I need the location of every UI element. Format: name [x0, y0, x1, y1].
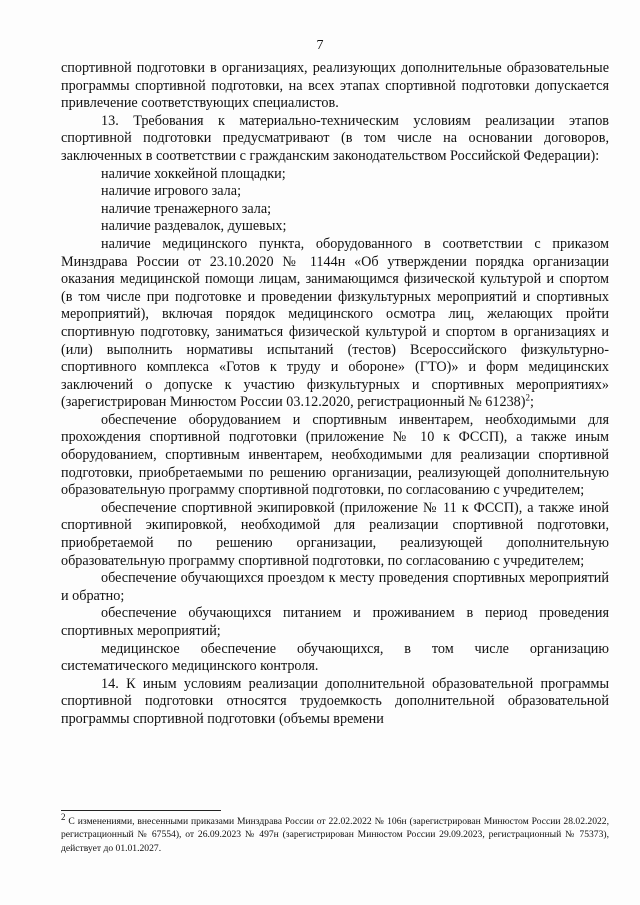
footnote-separator	[61, 810, 221, 811]
list-item: наличие хоккейной площадки;	[101, 165, 286, 182]
paragraph: 14. К иным условиям реализации дополнительной образовательной программы спортивной подготовки относятся трудоемкость дополнительной образовательной программы спортивной подготовки (объемы времени	[61, 675, 609, 727]
footnote-text: С изменениями, внесенными приказами Минздрава России от 22.02.2022 № 106н (зарегистрирован Минюстом России 28.02.2022, регистрационный № 67554), от 26.09.2023 № 497н (зарегистрирован Минюстом России 29.09.2023, регистрационный № 75373), действует до 01.01.2027.	[61, 816, 609, 854]
list-item: медицинское обеспечение обучающихся, в том числе организацию систематического медицинского контроля.	[61, 640, 609, 675]
paragraph-text: наличие медицинского пункта, оборудованного в соответствии с приказом Минздрава России от 23.10.2020 № 1144н «Об утверждении порядка организации оказания медицинской помощи лицам, занимающимся физической культурой и спортом (в том числе при подготовке и проведении физкультурных мероприятий и спортивных мероприятий), включая порядок медицинского осмотра лиц, желающих пройти спортивную подготовку, заниматься физической культурой и спортом в организациях и (или) выполнить нормативы испытаний (тестов) Всероссийского физкультурно-спортивного комплекса «Готов к труду и обороне» (ГТО)» и форм медицинских заключений о допуске к участию физкультурных и спортивных мероприятиях» (зарегистрирован Минюстом России 03.12.2020, регистрационный № 61238)	[61, 235, 609, 411]
paragraph: 13. Требования к материально-техническим условиям реализации этапов спортивной подготовки предусматривают (в том числе на основании договоров, заключенных в соответствии с гражданским законодательством Российской Федерации):	[61, 112, 609, 164]
list-item: наличие игрового зала;	[101, 183, 242, 200]
list-item	[61, 236, 609, 412]
list-item: наличие раздевалок, душевых;	[101, 218, 287, 235]
list-item: обеспечение обучающихся питанием и проживанием в период проведения спортивных мероприятий;	[61, 605, 609, 639]
page-number: 7	[316, 38, 324, 53]
footnote-marker: 2	[61, 811, 66, 822]
footnote	[61, 811, 609, 855]
list-item: обеспечение оборудованием и спортивным инвентарем, необходимыми для прохождения спортивной подготовки (приложение № 10 к ФССП), а также иным оборудованием, спортивным инвентарем, необходимыми для реализации спортивной подготовки, приобретаемыми по решению организации, реализующей дополнительную образовательную программу спортивной подготовки, по согласованию с учредителем;	[61, 411, 609, 499]
paragraph-tail: ;	[530, 394, 534, 411]
paragraph: спортивной подготовки в организациях, реализующих дополнительные образовательные программы спортивной подготовки, на всех этапах спортивной подготовки допускается привлечение соответствующих специалистов.	[61, 60, 609, 112]
list-item: обеспечение обучающихся проездом к месту проведения спортивных мероприятий и обратно;	[61, 570, 609, 604]
list-item: обеспечение спортивной экипировкой (приложение № 11 к ФССП), а также иной спортивной экипировкой, необходимой для реализации спортивной подготовки, приобретаемой по решению организации, реализующей дополнительную образовательную программу спортивной подготовки, по согласованию с учредителем;	[61, 499, 609, 569]
list-item: наличие тренажерного зала;	[101, 200, 272, 217]
footnote-reference: 2	[525, 392, 531, 403]
document-body	[61, 60, 609, 729]
